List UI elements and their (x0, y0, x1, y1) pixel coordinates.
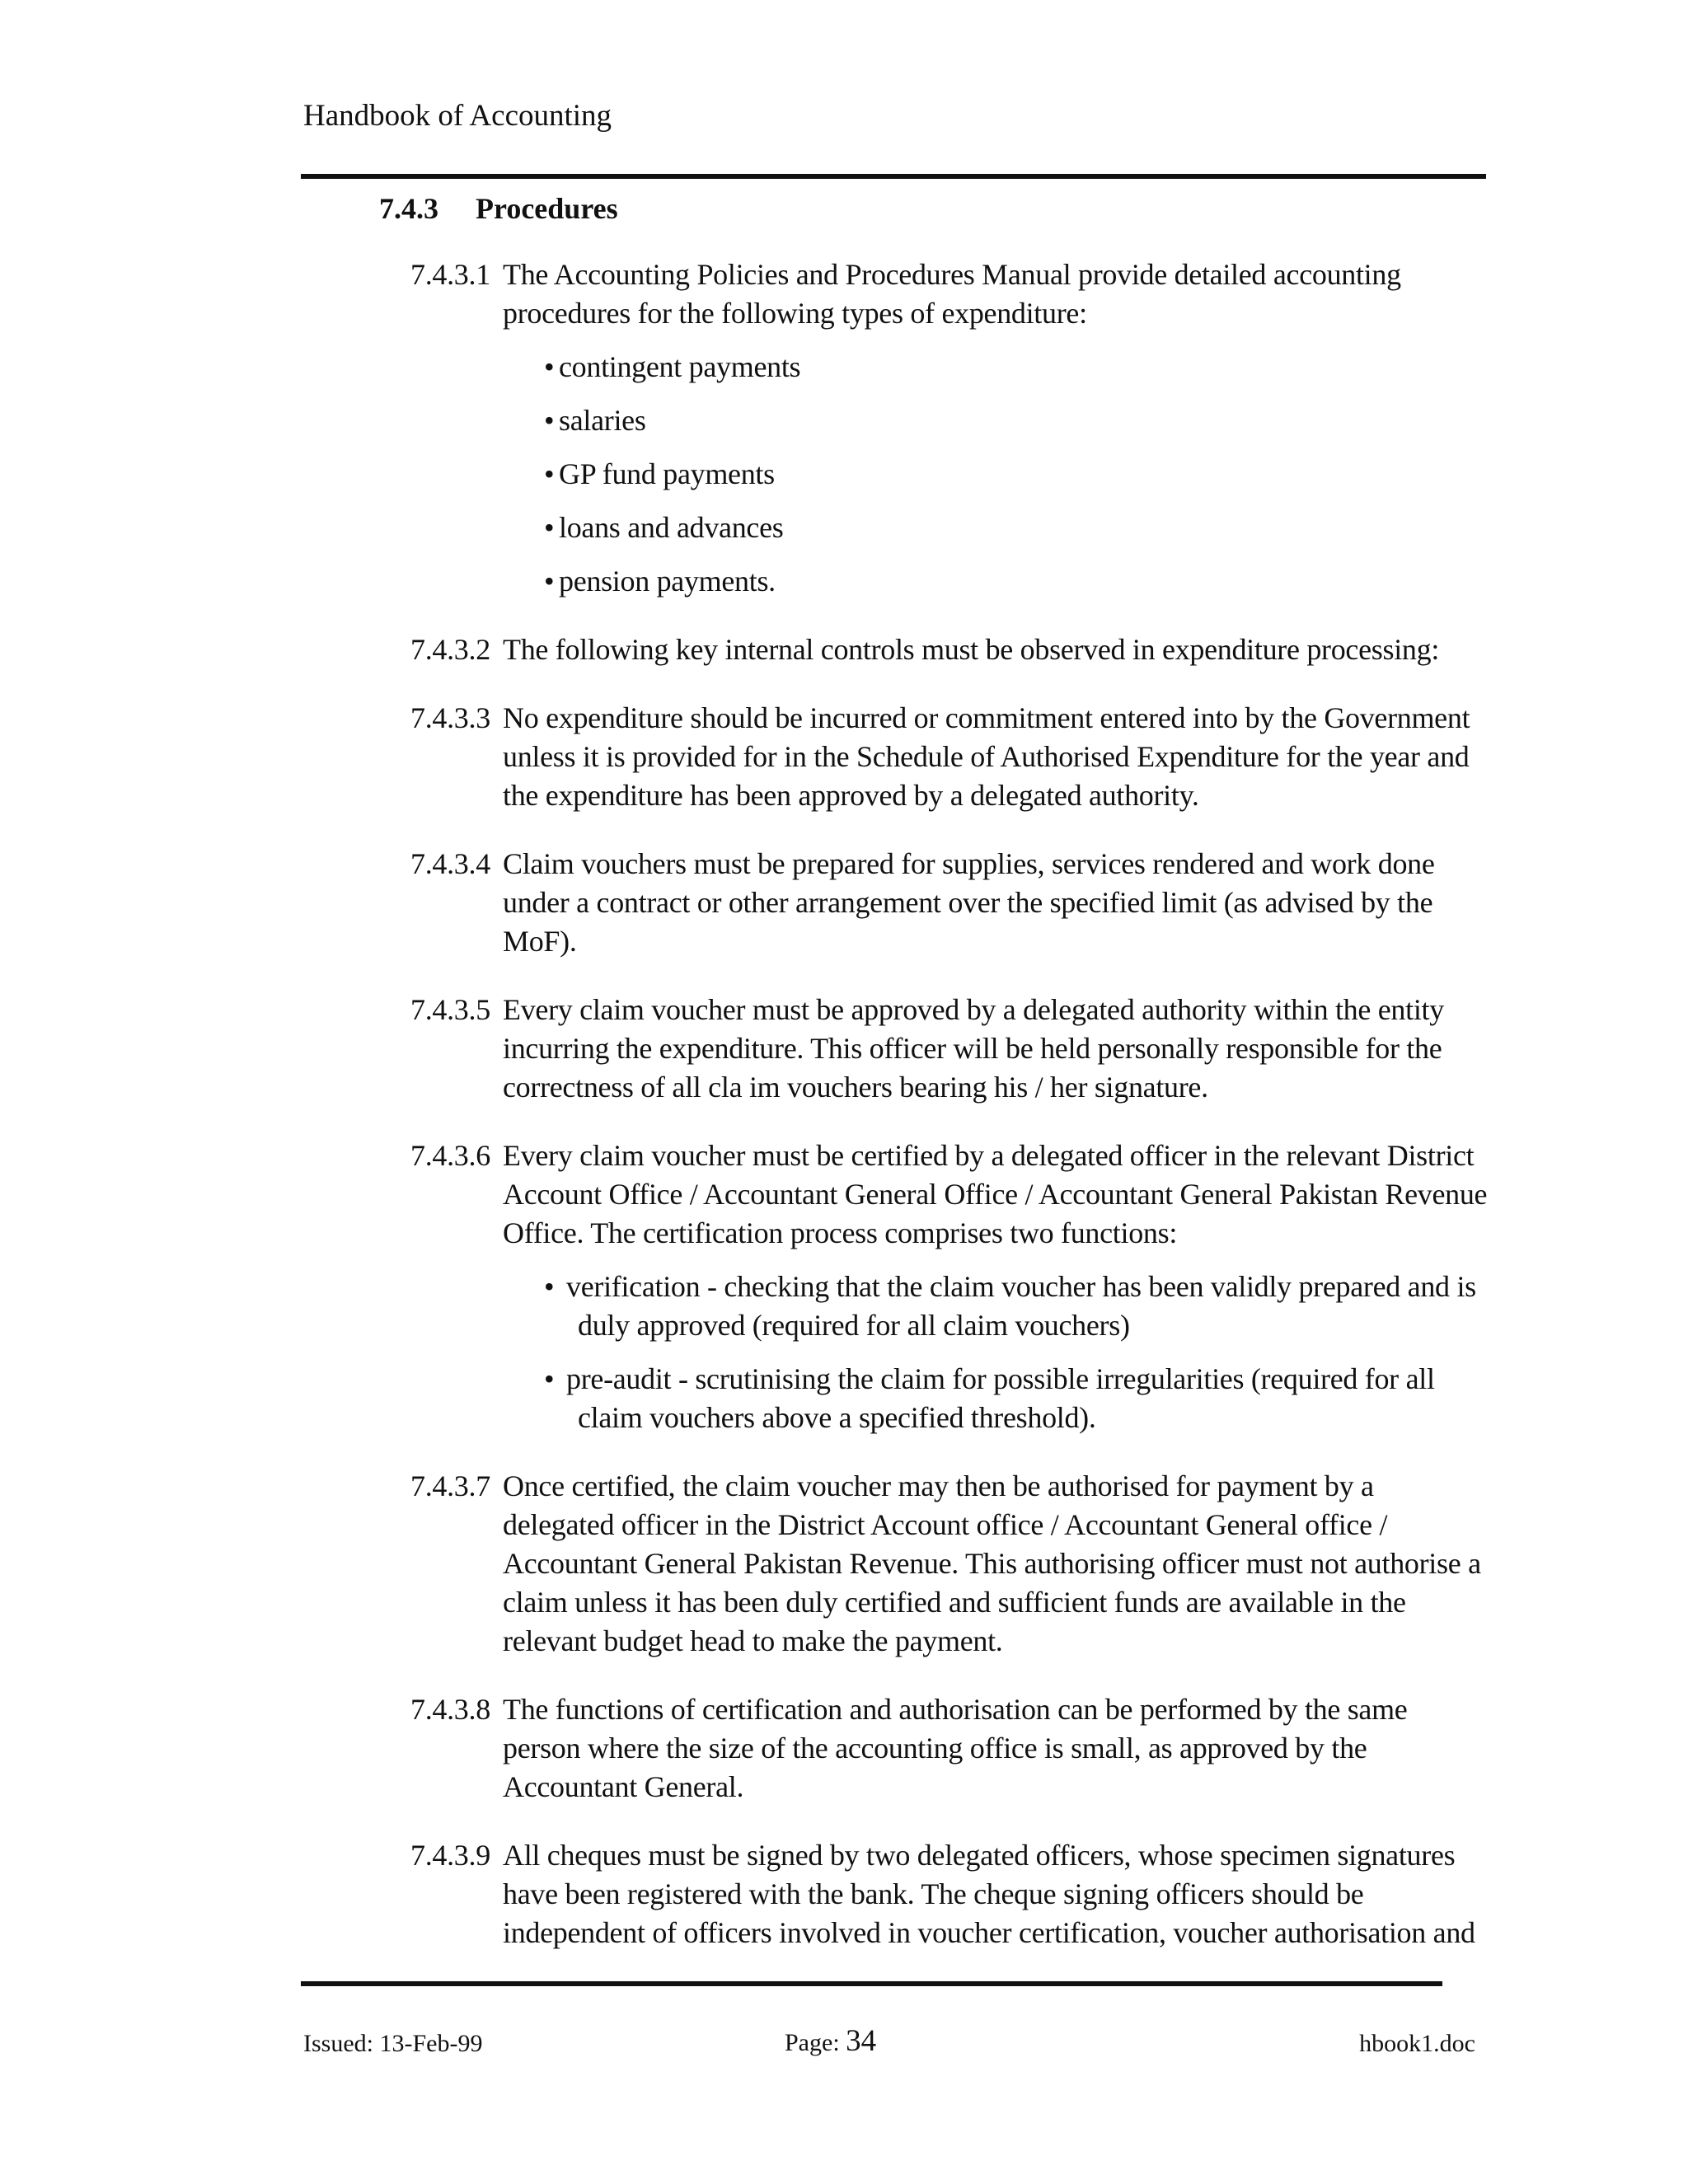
document-body (410, 255, 1490, 1982)
paragraph-text: The Accounting Policies and Procedures Manual provide detailed accounting procedures for the following types of expenditure: (503, 258, 1401, 330)
bullet-icon: • (544, 350, 555, 383)
paragraph-7-4-3-5 (410, 991, 1490, 1107)
section-title: Procedures (476, 192, 618, 225)
issued-date: Issued: 13-Feb-99 (303, 2030, 483, 2057)
paragraph-number: 7.4.3.2 (410, 633, 490, 666)
page-number: 34 (846, 2024, 877, 2058)
list-item: • pre-audit - scrutinising the claim for possible irregularities (required for all claim vouchers above a specified threshold). (503, 1360, 1490, 1437)
paragraph-number: 7.4.3.3 (410, 701, 490, 734)
file-name: hbook1.doc (1359, 2030, 1475, 2057)
paragraph-number: 7.4.3.5 (410, 993, 490, 1026)
list-item: • loans and advances (503, 509, 1490, 547)
bullet-icon: • (544, 1362, 555, 1395)
paragraph-7-4-3-4 (410, 845, 1490, 961)
paragraph-text: Every claim voucher must be certified by a delegated officer in the relevant District Account Office / Accountant General Office / Accountant General Pakistan Revenue Office. The certification process comprises two functions: (503, 1139, 1488, 1249)
paragraph-text: No expenditure should be incurred or commitment entered into by the Government unless it is provided for in the Schedule of Authorised Expenditure for the year and the expenditure has been approved by a delegated authority. (503, 701, 1470, 812)
page-label: Page: (785, 2029, 840, 2056)
list-item: • verification - checking that the claim voucher has been validly prepared and is duly approved (required for all claim vouchers) (503, 1268, 1490, 1345)
bullet-icon: • (544, 1270, 555, 1303)
paragraph-number: 7.4.3.4 (410, 847, 490, 880)
paragraph-text: The functions of certification and authorisation can be performed by the same person where the size of the accounting office is small, as approved by the Accountant General. (503, 1693, 1408, 1803)
paragraph-number: 7.4.3.6 (410, 1139, 490, 1172)
paragraph-7-4-3-7 (410, 1467, 1490, 1661)
bullet-icon: • (544, 404, 555, 437)
footer-divider (301, 1981, 1442, 1986)
section-number: 7.4.3 (379, 192, 438, 225)
paragraph-7-4-3-3 (410, 699, 1490, 815)
paragraph-text: The following key internal controls must be observed in expenditure processing: (503, 633, 1440, 666)
page-indicator (785, 2023, 876, 2061)
paragraph-text: Every claim voucher must be approved by a delegated authority within the entity incurring the expenditure. This officer will be held personally responsible for the correctness of all cla im vouchers bearing his / her signature. (503, 993, 1444, 1104)
paragraph-number: 7.4.3.9 (410, 1839, 490, 1872)
paragraph-number: 7.4.3.1 (410, 258, 490, 291)
running-header: Handbook of Accounting (303, 99, 612, 133)
paragraph-text: All cheques must be signed by two delegated officers, whose specimen signatures have been registered with the bank. The cheque signing officers should be independent of officers involved in voucher certification, voucher authorisation and (503, 1839, 1475, 1949)
paragraph-number: 7.4.3.8 (410, 1693, 490, 1726)
bullet-icon: • (544, 565, 555, 598)
list-item: • salaries (503, 401, 1490, 440)
list-item: • pension payments. (503, 562, 1490, 601)
bullet-icon: • (544, 511, 555, 544)
paragraph-text: Once certified, the claim voucher may then be authorised for payment by a delegated officer in the District Account office / Accountant General office / Accountant General Pakistan Revenue. This authorising officer must not authorise a claim unless it has been duly certified and sufficient funds are available in the relevant budget head to make the payment. (503, 1469, 1481, 1657)
list-item: • GP fund payments (503, 455, 1490, 494)
header-divider (301, 174, 1486, 179)
section-heading (379, 190, 618, 227)
paragraph-7-4-3-1 (410, 255, 1490, 601)
paragraph-number: 7.4.3.7 (410, 1469, 490, 1502)
paragraph-7-4-3-8 (410, 1690, 1490, 1807)
paragraph-7-4-3-9 (410, 1836, 1490, 1952)
expenditure-types-list (503, 348, 1490, 601)
list-item: • contingent payments (503, 348, 1490, 387)
bullet-icon: • (544, 457, 555, 490)
paragraph-7-4-3-6 (410, 1137, 1490, 1437)
paragraph-text: Claim vouchers must be prepared for supplies, services rendered and work done under a contract or other arrangement over the specified limit (as advised by the MoF). (503, 847, 1435, 958)
paragraph-7-4-3-2 (410, 630, 1490, 669)
certification-functions-list (503, 1268, 1490, 1437)
